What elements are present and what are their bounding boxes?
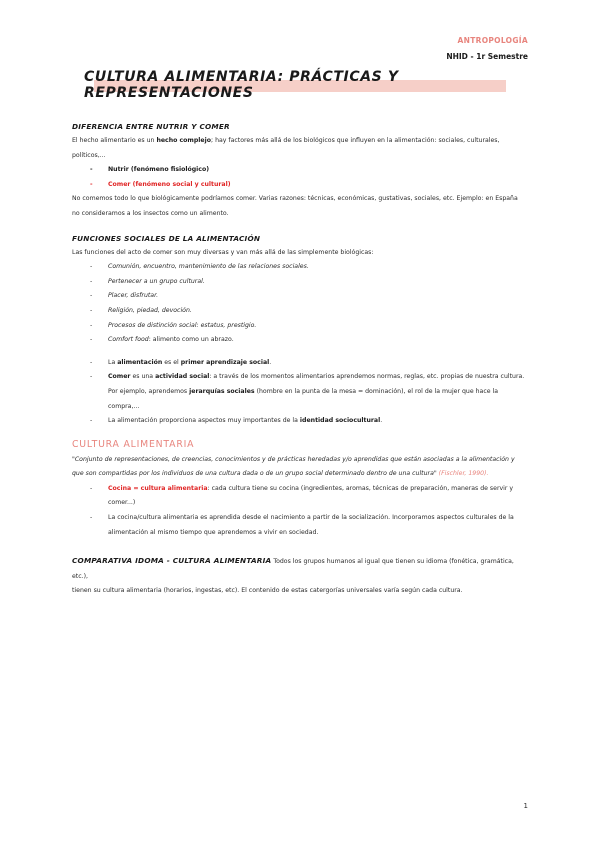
list-item	[72, 482, 530, 497]
page-title-box	[84, 69, 516, 101]
list-item: - La cocina/cultura alimentaria es aprendida desde el nacimiento a partir de la socialización. Incorporamos aspectos culturales de la	[72, 511, 530, 526]
bold-text: alimentación	[117, 358, 163, 366]
paragraph: Las funciones del acto de comer son muy diversas y van más allá de las simplemente biológicas:	[72, 248, 374, 256]
page-title: CULTURA ALIMENTARIA: PRÁCTICAS Y REPRESENTACIONES	[84, 69, 399, 101]
bold-text: hecho complejo	[156, 137, 212, 144]
quote-line: "Conjunto de representaciones, de creencias, conocimientos y de prácticas heredadas y/o aprendidas que están asociadas a la alimentación y	[72, 455, 515, 463]
text-span: que son compartidas por los individuos de una cultura dada o de un grupo social determinado dentro de una cultura"	[72, 470, 437, 478]
list-item-continuation	[72, 385, 530, 414]
list-item: - Comunión, encuentro, mantenimiento de las relaciones sociales.	[72, 260, 530, 275]
quote-line	[72, 467, 530, 482]
text-span: : a través de los momentos alimentarios aprendemos normas, reglas, etc. propias de nuestra cultura.	[209, 373, 525, 381]
section-heading-comparativa: COMPARATIVA IDOMA - CULTURA ALIMENTARIA	[72, 556, 272, 566]
list-item-continuation: alimentación al mismo tiempo que aprendemos a vivir en sociedad.	[108, 528, 319, 536]
text-span: .	[269, 358, 272, 366]
bold-text: primer aprendizaje social	[180, 358, 270, 366]
list-item	[72, 414, 530, 429]
text-span: El hecho alimentario es un	[72, 137, 157, 144]
document-body	[72, 120, 530, 599]
text-span: es el	[162, 358, 181, 366]
text-span: es una	[130, 373, 156, 381]
page-number: 1	[523, 802, 528, 810]
bold-red-text: Cocina = cultura alimentaria	[108, 484, 208, 492]
list-item-continuation: comer...)	[108, 499, 136, 507]
text-span: La	[108, 358, 118, 366]
list-item: - Comer (fenómeno social y cultural)	[72, 178, 530, 193]
bold-text: identidad sociocultural	[299, 417, 381, 425]
section-heading-funciones: FUNCIONES SOCIALES DE LA ALIMENTACIÓN	[72, 233, 261, 243]
paragraph-line: tienen su cultura alimentaria (horarios, ingestas, etc). El contenido de estas catergorías universales varía según cada cultura.	[72, 587, 463, 595]
italic-text: Comfort food	[108, 336, 149, 344]
text-span: : alimento como un abrazo.	[148, 336, 234, 344]
paragraph	[72, 134, 530, 163]
list-item	[72, 356, 530, 371]
list-item: - Procesos de distinción social: estatus, prestigio.	[72, 319, 530, 334]
header-subject: ANTROPOLOGÍA	[457, 36, 528, 45]
section-heading-nutrir-comer: DIFERENCIA ENTRE NUTRIR Y COMER	[72, 122, 230, 131]
text-span: .	[380, 417, 383, 425]
header-course: NHID - 1r Semestre	[446, 52, 528, 61]
citation: (Fischler, 1990).	[436, 470, 489, 478]
section-heading-cultura-alimentaria: CULTURA ALIMENTARIA	[72, 438, 195, 450]
list-item	[72, 333, 530, 348]
bold-text: Comer	[108, 373, 131, 381]
text-span: (hombre en la punta de la mesa = dominación), el rol de la mujer que hace la compra,...	[108, 387, 499, 410]
paragraph-line: No comemos todo lo que biológicamente podríamos comer. Varias razones: técnicas, económicas, gustativas, sociales, etc. Ejemplo: en España	[72, 195, 518, 203]
text-span: : cada cultura tiene su cocina (ingredientes, aromas, técnicas de preparación, maneras de servir y	[207, 484, 514, 492]
bold-text: jerarquías sociales	[189, 387, 255, 395]
list-item: - Placer, disfrutar.	[72, 289, 530, 304]
paragraph	[72, 554, 530, 584]
list-item: - Nutrir (fenómeno fisiológico)	[72, 163, 530, 178]
bold-text: actividad social	[155, 373, 210, 381]
list-item: - Religión, piedad, devoción.	[72, 304, 530, 319]
text-span: Todos los grupos humanos al igual que tienen su idioma (fonética, gramática, etc.),	[72, 558, 514, 580]
list-item: - Pertenecer a un grupo cultural.	[72, 275, 530, 290]
text-span: La alimentación proporciona aspectos muy importantes de la	[108, 417, 300, 425]
text-span: Por ejemplo, aprendemos	[108, 387, 190, 395]
text-span: ; hay factores más allá de los biológicos que influyen en la alimentación: sociales, culturales, políticos,...	[72, 137, 500, 159]
paragraph-line: no consideramos a los insectos como un alimento.	[72, 209, 229, 217]
list-item	[72, 370, 530, 385]
